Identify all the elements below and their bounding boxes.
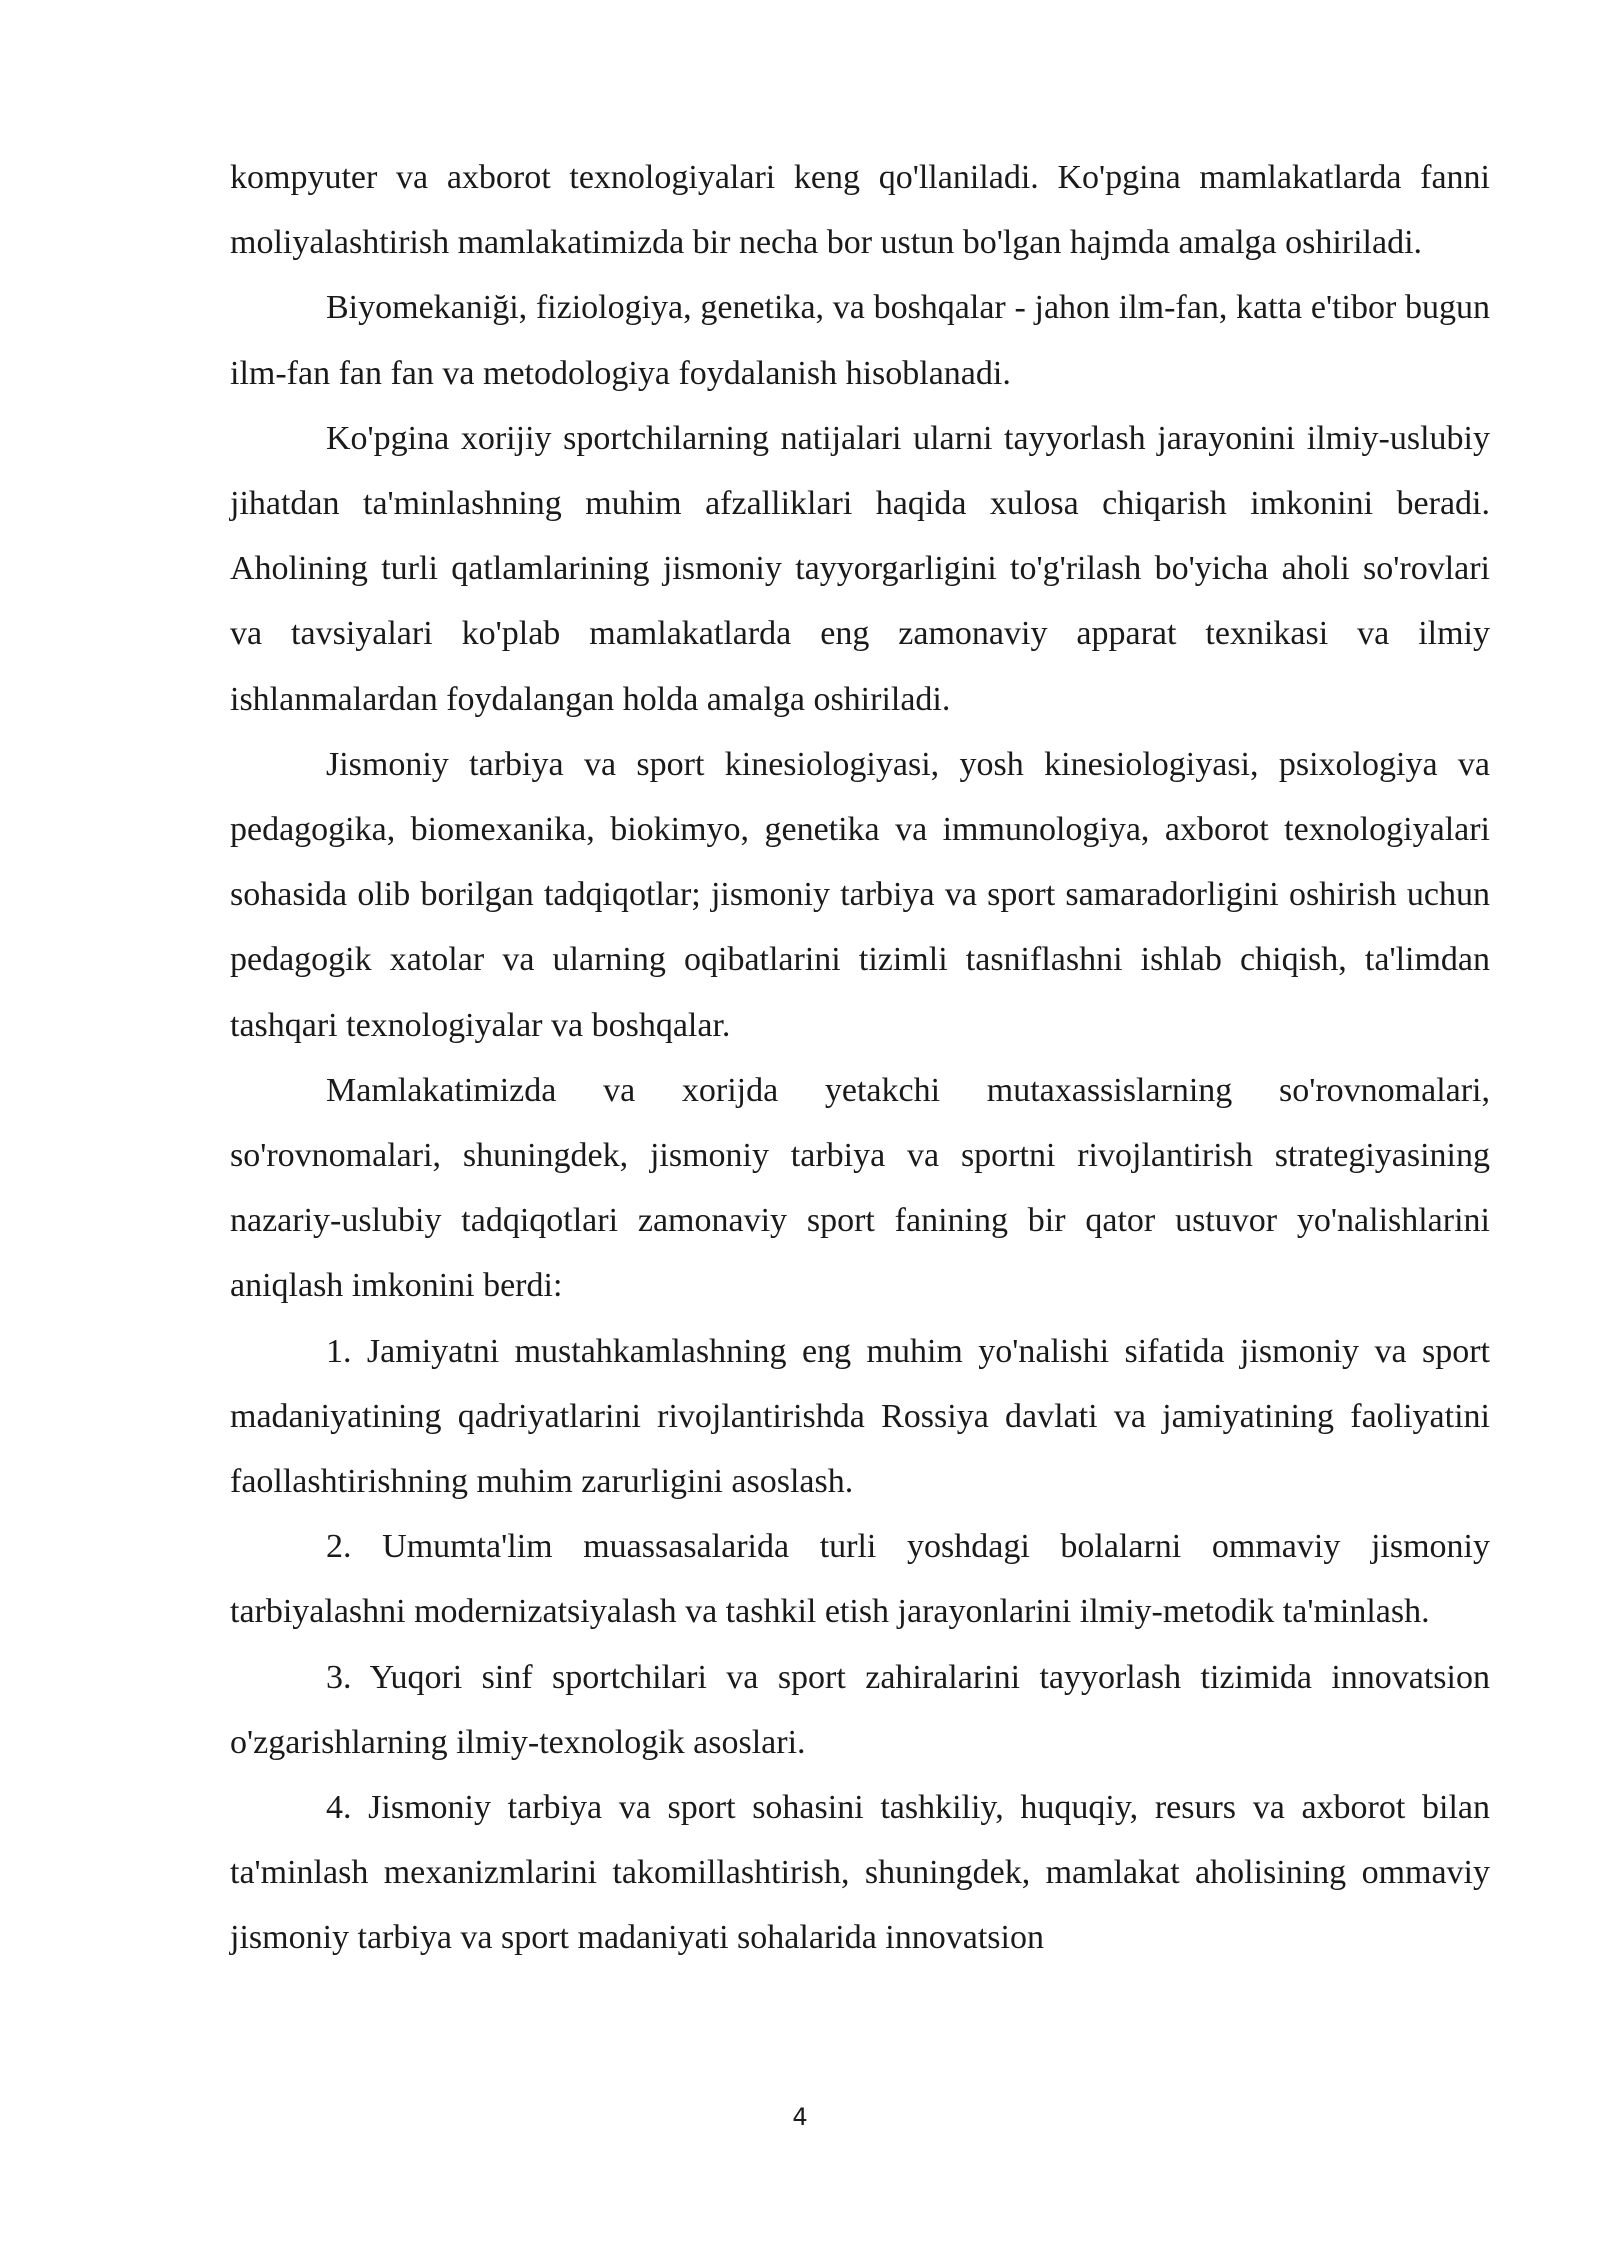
paragraph-biomechanics: Biyomekaniği, fiziologiya, genetika, va boshqalar - jahon ilm-fan, katta e'tibor bugun ilm-fan fan fan va metodologiya foydalanish hisoblanadi. [230, 289, 1490, 392]
paragraph-research-fields: Jismoniy tarbiya va sport kinesiologiyasi, yosh kinesiologiyasi, psixologiya va pedagogika, biomexanika, biokimyo, genetika va immunologiya, axborot texnologiyalari sohasida olib borilgan tadqiqotlar; jismoniy tarbiya va sport samaradorligini oshirish uchun pedagogik xatolar va ularning oqibatlarini tizimli tasniflashni ishlab chiqish, ta'limdan tashqari texnologiyalar va boshqalar. [230, 745, 1490, 1044]
paragraph-continuation: kompyuter va axborot texnologiyalari keng qo'llaniladi. Ko'pgina mamlakatlarda fanni moliyalashtirish mamlakatimizda bir necha bor ustun bo'lgan hajmda amalga oshiriladi. [230, 159, 1490, 262]
paragraph-priority-directions: Mamlakatimizda va xorijda yetakchi mutaxassislarning so'rovnomalari, so'rovnomalari, shuningdek, jismoniy tarbiya va sportni rivojlantirish strategiyasining nazariy-uslubiy tadqiqotlari zamonaviy sport fanining bir qator ustuvor yo'nalishlarini aniqlash imkonini berdi: [230, 1071, 1490, 1305]
page-number: 4 [792, 2103, 808, 2131]
list-item-2: 2. Umumta'lim muassasalarida turli yoshdagi bolalarni ommaviy jismoniy tarbiyalashni modernizatsiyalash va tashkil etish jarayonlarini ilmiy-metodik ta'minlash. [230, 1528, 1490, 1631]
list-item-1: 1. Jamiyatni mustahkamlashning eng muhim yo'nalishi sifatida jismoniy va sport madaniyatining qadriyatlarini rivojlantirishda Rossiya davlati va jamiyatining faoliyatini faollashtirishning muhim zarurligini asoslash. [230, 1332, 1490, 1501]
page-body [230, 145, 1490, 1971]
list-item-3: 3. Yuqori sinf sportchilari va sport zahiralarini tayyorlash tizimida innovatsion o'zgarishlarning ilmiy-texnologik asoslari. [230, 1658, 1490, 1761]
list-item-4: 4. Jismoniy tarbiya va sport sohasini tashkiliy, huquqiy, resurs va axborot bilan ta'minlash mexanizmlarini takomillashtirish, shuningdek, mamlakat aholisining ommaviy jismoniy tarbiya va sport madaniyati sohalarida innovatsion [230, 1789, 1490, 1957]
paragraph-foreign-athletes: Ko'pgina xorijiy sportchilarning natijalari ularni tayyorlash jarayonini ilmiy-uslubiy jihatdan ta'minlashning muhim afzalliklari haqida xulosa chiqarish imkonini beradi. Aholining turli qatlamlarining jismoniy tayyorgarligini to'g'rilash bo'yicha aholi so'rovlari va tavsiyalari ko'plab mamlakatlarda eng zamonaviy apparat texnikasi va ilmiy ishlanmalardan foydalangan holda amalga oshiriladi. [230, 419, 1490, 718]
